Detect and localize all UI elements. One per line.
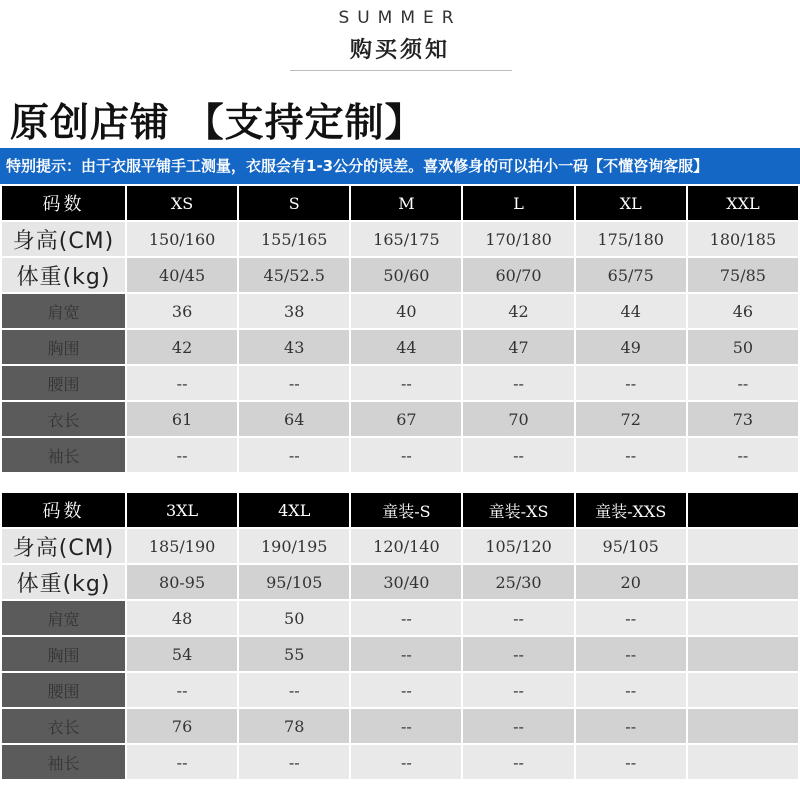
table-cell: -- <box>351 709 461 743</box>
waist-row <box>2 366 798 400</box>
table-cell: -- <box>127 745 237 779</box>
table-cell: 95/105 <box>576 529 686 563</box>
row-label-weight: 体重(kg) <box>2 258 125 292</box>
table-cell: 54 <box>127 637 237 671</box>
table-cell: -- <box>351 438 461 472</box>
empty-cell <box>688 529 798 563</box>
table-cell: -- <box>688 438 798 472</box>
row-label-height: 身高(CM) <box>2 529 125 563</box>
table-cell: 67 <box>351 402 461 436</box>
table-cell: 165/175 <box>351 222 461 256</box>
table-cell: -- <box>688 366 798 400</box>
row-label-shoulder: 肩宽 <box>2 294 125 328</box>
size-header-label: 码数 <box>2 493 125 527</box>
row-label-chest: 胸围 <box>2 330 125 364</box>
table-cell: -- <box>351 637 461 671</box>
table-cell: -- <box>576 601 686 635</box>
waist-row <box>2 673 798 707</box>
table-cell: 76 <box>127 709 237 743</box>
table-cell: -- <box>127 438 237 472</box>
table-cell: 95/105 <box>239 565 349 599</box>
empty-cell <box>688 673 798 707</box>
sleeve-row <box>2 438 798 472</box>
empty-cell <box>688 709 798 743</box>
row-label-waist: 腰围 <box>2 366 125 400</box>
table-cell: 78 <box>239 709 349 743</box>
table-cell: -- <box>351 745 461 779</box>
table-cell: 44 <box>351 330 461 364</box>
height-row <box>2 222 798 256</box>
table-cell: -- <box>576 745 686 779</box>
table-cell: 36 <box>127 294 237 328</box>
empty-cell <box>688 745 798 779</box>
header-divider <box>290 70 512 71</box>
table-cell: 75/85 <box>688 258 798 292</box>
table-cell: 50 <box>239 601 349 635</box>
size-column-header: 童装-S <box>351 493 461 527</box>
size-column-header: L <box>463 186 573 220</box>
shoulder-row <box>2 601 798 635</box>
table-cell: 72 <box>576 402 686 436</box>
table-cell: 43 <box>239 330 349 364</box>
table-cell: -- <box>463 673 573 707</box>
row-label-height: 身高(CM) <box>2 222 125 256</box>
table-cell: 60/70 <box>463 258 573 292</box>
table-cell: -- <box>463 709 573 743</box>
table-cell: -- <box>463 745 573 779</box>
table-cell: -- <box>576 366 686 400</box>
notice-banner: 特别提示：由于衣服平铺手工测量，衣服会有1-3公分的误差。喜欢修身的可以拍小一码【不懂咨询客服】 <box>0 148 800 184</box>
table-cell: 175/180 <box>576 222 686 256</box>
size-column-header: 3XL <box>127 493 237 527</box>
size-column-header: 童装-XS <box>463 493 573 527</box>
size-table-2 <box>0 491 800 781</box>
size-column-header: XL <box>576 186 686 220</box>
shoulder-row <box>2 294 798 328</box>
table-cell: -- <box>239 745 349 779</box>
size-header-row <box>2 493 798 527</box>
table-cell: 30/40 <box>351 565 461 599</box>
row-label-sleeve: 袖长 <box>2 745 125 779</box>
table-cell: 185/190 <box>127 529 237 563</box>
shop-title: 原创店铺 【支持定制】 <box>10 101 425 146</box>
table-cell: 61 <box>127 402 237 436</box>
table-cell: -- <box>576 673 686 707</box>
size-header-row <box>2 186 798 220</box>
table-cell: 73 <box>688 402 798 436</box>
table-cell: 42 <box>463 294 573 328</box>
empty-cell <box>688 637 798 671</box>
page-header <box>0 0 800 88</box>
table-cell: -- <box>351 601 461 635</box>
table-cell: 180/185 <box>688 222 798 256</box>
row-label-shoulder: 肩宽 <box>2 601 125 635</box>
weight-row <box>2 565 798 599</box>
table-cell: 50 <box>688 330 798 364</box>
empty-cell <box>688 493 798 527</box>
summer-subtitle: SUMMER <box>338 8 462 28</box>
size-column-header: 4XL <box>239 493 349 527</box>
table-cell: 40/45 <box>127 258 237 292</box>
size-column-header: S <box>239 186 349 220</box>
table-cell: 49 <box>576 330 686 364</box>
length-row <box>2 402 798 436</box>
table-cell: 47 <box>463 330 573 364</box>
empty-cell <box>688 565 798 599</box>
row-label-waist: 腰围 <box>2 673 125 707</box>
table-cell: -- <box>127 366 237 400</box>
table-cell: 120/140 <box>351 529 461 563</box>
table-cell: 40 <box>351 294 461 328</box>
size-column-header: 童装-XXS <box>576 493 686 527</box>
table-cell: -- <box>239 366 349 400</box>
table-cell: 70 <box>463 402 573 436</box>
table-cell: 105/120 <box>463 529 573 563</box>
row-label-length: 衣长 <box>2 402 125 436</box>
table-cell: -- <box>576 637 686 671</box>
table-cell: 170/180 <box>463 222 573 256</box>
size-column-header: M <box>351 186 461 220</box>
table-cell: -- <box>576 709 686 743</box>
table-cell: -- <box>127 673 237 707</box>
chest-row <box>2 330 798 364</box>
table-cell: -- <box>239 438 349 472</box>
table-cell: 80-95 <box>127 565 237 599</box>
table-cell: -- <box>463 438 573 472</box>
table-cell: 42 <box>127 330 237 364</box>
row-label-sleeve: 袖长 <box>2 438 125 472</box>
size-table-1 <box>0 184 800 474</box>
table-cell: 38 <box>239 294 349 328</box>
table-cell: -- <box>463 601 573 635</box>
table-cell: 190/195 <box>239 529 349 563</box>
table-cell: 150/160 <box>127 222 237 256</box>
size-header-label: 码数 <box>2 186 125 220</box>
table-cell: 155/165 <box>239 222 349 256</box>
table-cell: 25/30 <box>463 565 573 599</box>
height-row <box>2 529 798 563</box>
table-cell: -- <box>576 438 686 472</box>
table-cell: 50/60 <box>351 258 461 292</box>
size-column-header: XS <box>127 186 237 220</box>
row-label-length: 衣长 <box>2 709 125 743</box>
table-cell: -- <box>351 673 461 707</box>
weight-row <box>2 258 798 292</box>
size-column-header: XXL <box>688 186 798 220</box>
table-cell: -- <box>463 637 573 671</box>
chest-row <box>2 637 798 671</box>
table-cell: 48 <box>127 601 237 635</box>
table-cell: 65/75 <box>576 258 686 292</box>
table-cell: 45/52.5 <box>239 258 349 292</box>
row-label-weight: 体重(kg) <box>2 565 125 599</box>
length-row <box>2 709 798 743</box>
table-cell: 55 <box>239 637 349 671</box>
row-label-chest: 胸围 <box>2 637 125 671</box>
table-cell: 46 <box>688 294 798 328</box>
table-cell: -- <box>239 673 349 707</box>
sleeve-row <box>2 745 798 779</box>
table-cell: -- <box>463 366 573 400</box>
table-cell: -- <box>351 366 461 400</box>
table-cell: 20 <box>576 565 686 599</box>
table-cell: 64 <box>239 402 349 436</box>
table-cell: 44 <box>576 294 686 328</box>
purchase-notice-title: 购买须知 <box>349 38 450 63</box>
empty-cell <box>688 601 798 635</box>
